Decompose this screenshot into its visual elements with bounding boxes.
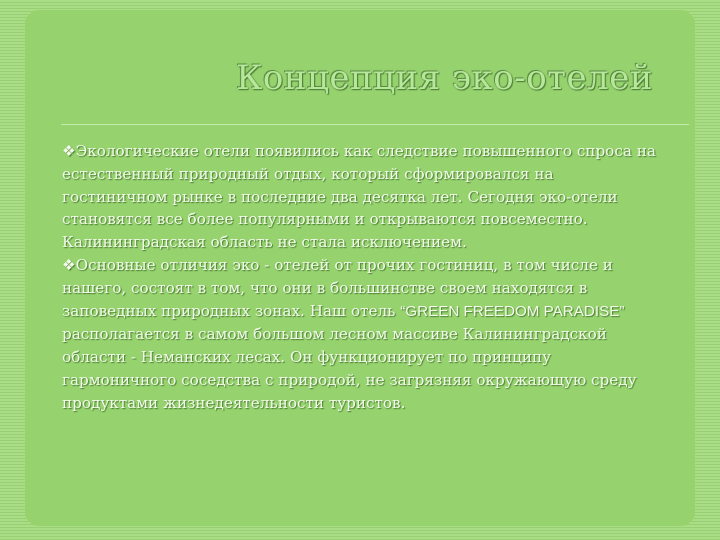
paragraph-2-text-after: располагается в самом большом лесном массиве Калининградской области - Неманских лесах. Он функционирует по принципу гармоничного соседства с природой, не загрязняя окружающую среду продуктами жизнедеятельности туристов. bbox=[62, 325, 637, 412]
slide-title: Концепция эко-отелей bbox=[236, 58, 653, 98]
diamond-bullet-icon: ❖ bbox=[62, 255, 76, 274]
slide-body bbox=[62, 140, 662, 415]
hotel-brand-name: “GREEN FREEDOM PARADISE” bbox=[400, 302, 625, 320]
paragraph-2-text-before: Основные отличия эко - отелей от прочих гостиниц, в том числе и нашего, состоят в том, что они в большинстве своем находятся в заповедных природных зонах. Наш отель bbox=[62, 255, 613, 320]
paragraph-1-text: Экологические отели появились как следствие повышенного спроса на естественный природный отдых, который сформировался на гостиничном рынке в последние два десятка лет. Сегодня эко-отели становятся все более популярными и открываются повсеместно. Калининградская область не стала исключением. bbox=[62, 142, 656, 252]
bullet-paragraph-2 bbox=[62, 254, 662, 415]
bullet-paragraph-1 bbox=[62, 140, 662, 254]
diamond-bullet-icon: ❖ bbox=[62, 142, 76, 160]
title-divider bbox=[61, 124, 689, 125]
